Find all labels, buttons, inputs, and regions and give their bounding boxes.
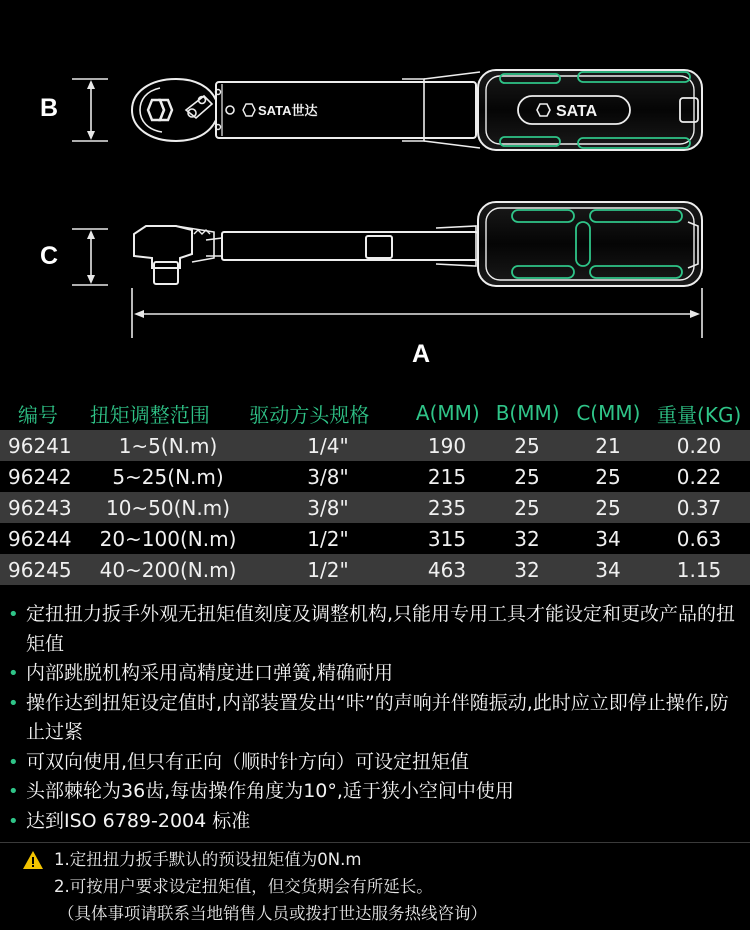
cell-weight: 1.15 bbox=[676, 557, 722, 582]
cell-c-mm: 25 bbox=[595, 495, 621, 520]
cell-torque-range: 40~200(N.m) bbox=[99, 557, 237, 582]
header-torque-range: 扭矩调整范围 bbox=[89, 402, 210, 427]
feature-item: • 达到ISO 6789-2004 标准 bbox=[0, 807, 750, 837]
cell-drive-size: 1/2" bbox=[307, 526, 349, 551]
warning-triangle-icon bbox=[22, 850, 44, 870]
feature-list bbox=[0, 600, 750, 836]
wrench-top-view bbox=[132, 70, 702, 150]
header-code: 编号 bbox=[18, 402, 58, 427]
cell-c-mm: 21 bbox=[595, 433, 621, 458]
feature-item: • 操作达到扭矩设定值时,内部装置发出“咔”的声响并伴随振动,此时应立即停止操作,防止过紧 bbox=[0, 689, 750, 748]
cell-code: 96245 bbox=[8, 557, 72, 582]
dimension-label-a: A bbox=[412, 340, 431, 368]
cell-code: 96242 bbox=[8, 464, 72, 489]
cell-weight: 0.37 bbox=[676, 495, 722, 520]
dimension-a bbox=[132, 288, 702, 338]
sata-logo-small: SATA世达 bbox=[258, 103, 318, 118]
cell-c-mm: 34 bbox=[595, 557, 621, 582]
dimension-label-c: C bbox=[40, 242, 59, 270]
cell-weight: 0.20 bbox=[676, 433, 722, 458]
cell-torque-range: 20~100(N.m) bbox=[99, 526, 237, 551]
table-row bbox=[0, 461, 750, 492]
cell-torque-range: 10~50(N.m) bbox=[105, 495, 231, 520]
feature-item: • 定扭扭力扳手外观无扭矩值刻度及调整机构,只能用专用工具才能设定和更改产品的扭矩值 bbox=[0, 600, 750, 659]
cell-torque-range: 5~25(N.m) bbox=[112, 464, 224, 489]
note-line-3: （具体事项请联系当地销售人员或拨打世达服务热线咨询） bbox=[58, 904, 487, 923]
cell-a-mm: 235 bbox=[427, 495, 467, 520]
header-weight: 重量(KG) bbox=[657, 402, 742, 427]
sata-logo-shaft bbox=[226, 104, 255, 116]
spec-table bbox=[0, 396, 750, 585]
table-row bbox=[0, 492, 750, 523]
cell-code: 96243 bbox=[8, 495, 72, 520]
cell-drive-size: 3/8" bbox=[307, 495, 349, 520]
dimension-b bbox=[72, 79, 108, 141]
cell-b-mm: 25 bbox=[514, 495, 540, 520]
cell-weight: 0.22 bbox=[676, 464, 722, 489]
cell-code: 96241 bbox=[8, 433, 72, 458]
cell-b-mm: 32 bbox=[514, 526, 540, 551]
cell-b-mm: 25 bbox=[514, 464, 540, 489]
cell-b-mm: 32 bbox=[514, 557, 540, 582]
cell-a-mm: 463 bbox=[427, 557, 467, 582]
cell-code: 96244 bbox=[8, 526, 72, 551]
table-row bbox=[0, 523, 750, 554]
cell-a-mm: 190 bbox=[427, 433, 467, 458]
divider bbox=[0, 842, 750, 843]
cell-c-mm: 25 bbox=[595, 464, 621, 489]
table-row bbox=[0, 430, 750, 461]
feature-item: • 内部跳脱机构采用高精度进口弹簧,精确耐用 bbox=[0, 659, 750, 689]
header-c-mm: C(MM) bbox=[576, 401, 641, 425]
cell-torque-range: 1~5(N.m) bbox=[118, 433, 218, 458]
wrench-diagram bbox=[0, 0, 750, 390]
header-a-mm: A(MM) bbox=[415, 401, 480, 425]
cell-weight: 0.63 bbox=[676, 526, 722, 551]
notes-section bbox=[0, 846, 750, 927]
header-b-mm: B(MM) bbox=[495, 401, 560, 425]
cell-a-mm: 315 bbox=[427, 526, 467, 551]
note-line-2: 2.可按用户要求设定扭矩值，但交货期会有所延长。 bbox=[54, 877, 433, 896]
sata-logo-handle: SATA bbox=[556, 103, 598, 120]
header-drive-size: 驱动方头规格 bbox=[249, 402, 370, 427]
dimension-c bbox=[72, 229, 108, 285]
table-header bbox=[0, 396, 750, 430]
cell-drive-size: 1/2" bbox=[307, 557, 349, 582]
feature-item: • 头部棘轮为36齿,每齿操作角度为10°,适于狭小空间中使用 bbox=[0, 777, 750, 807]
cell-a-mm: 215 bbox=[427, 464, 467, 489]
cell-drive-size: 1/4" bbox=[307, 433, 349, 458]
wrench-side-view bbox=[134, 202, 702, 286]
feature-item: • 可双向使用,但只有正向（顺时针方向）可设定扭矩值 bbox=[0, 748, 750, 778]
cell-b-mm: 25 bbox=[514, 433, 540, 458]
table-row bbox=[0, 554, 750, 585]
cell-c-mm: 34 bbox=[595, 526, 621, 551]
dimension-label-b: B bbox=[40, 94, 59, 122]
note-line-1: 1.定扭扭力扳手默认的预设扭矩值为0N.m bbox=[54, 850, 362, 869]
wrench-drawing bbox=[0, 0, 750, 390]
cell-drive-size: 3/8" bbox=[307, 464, 349, 489]
